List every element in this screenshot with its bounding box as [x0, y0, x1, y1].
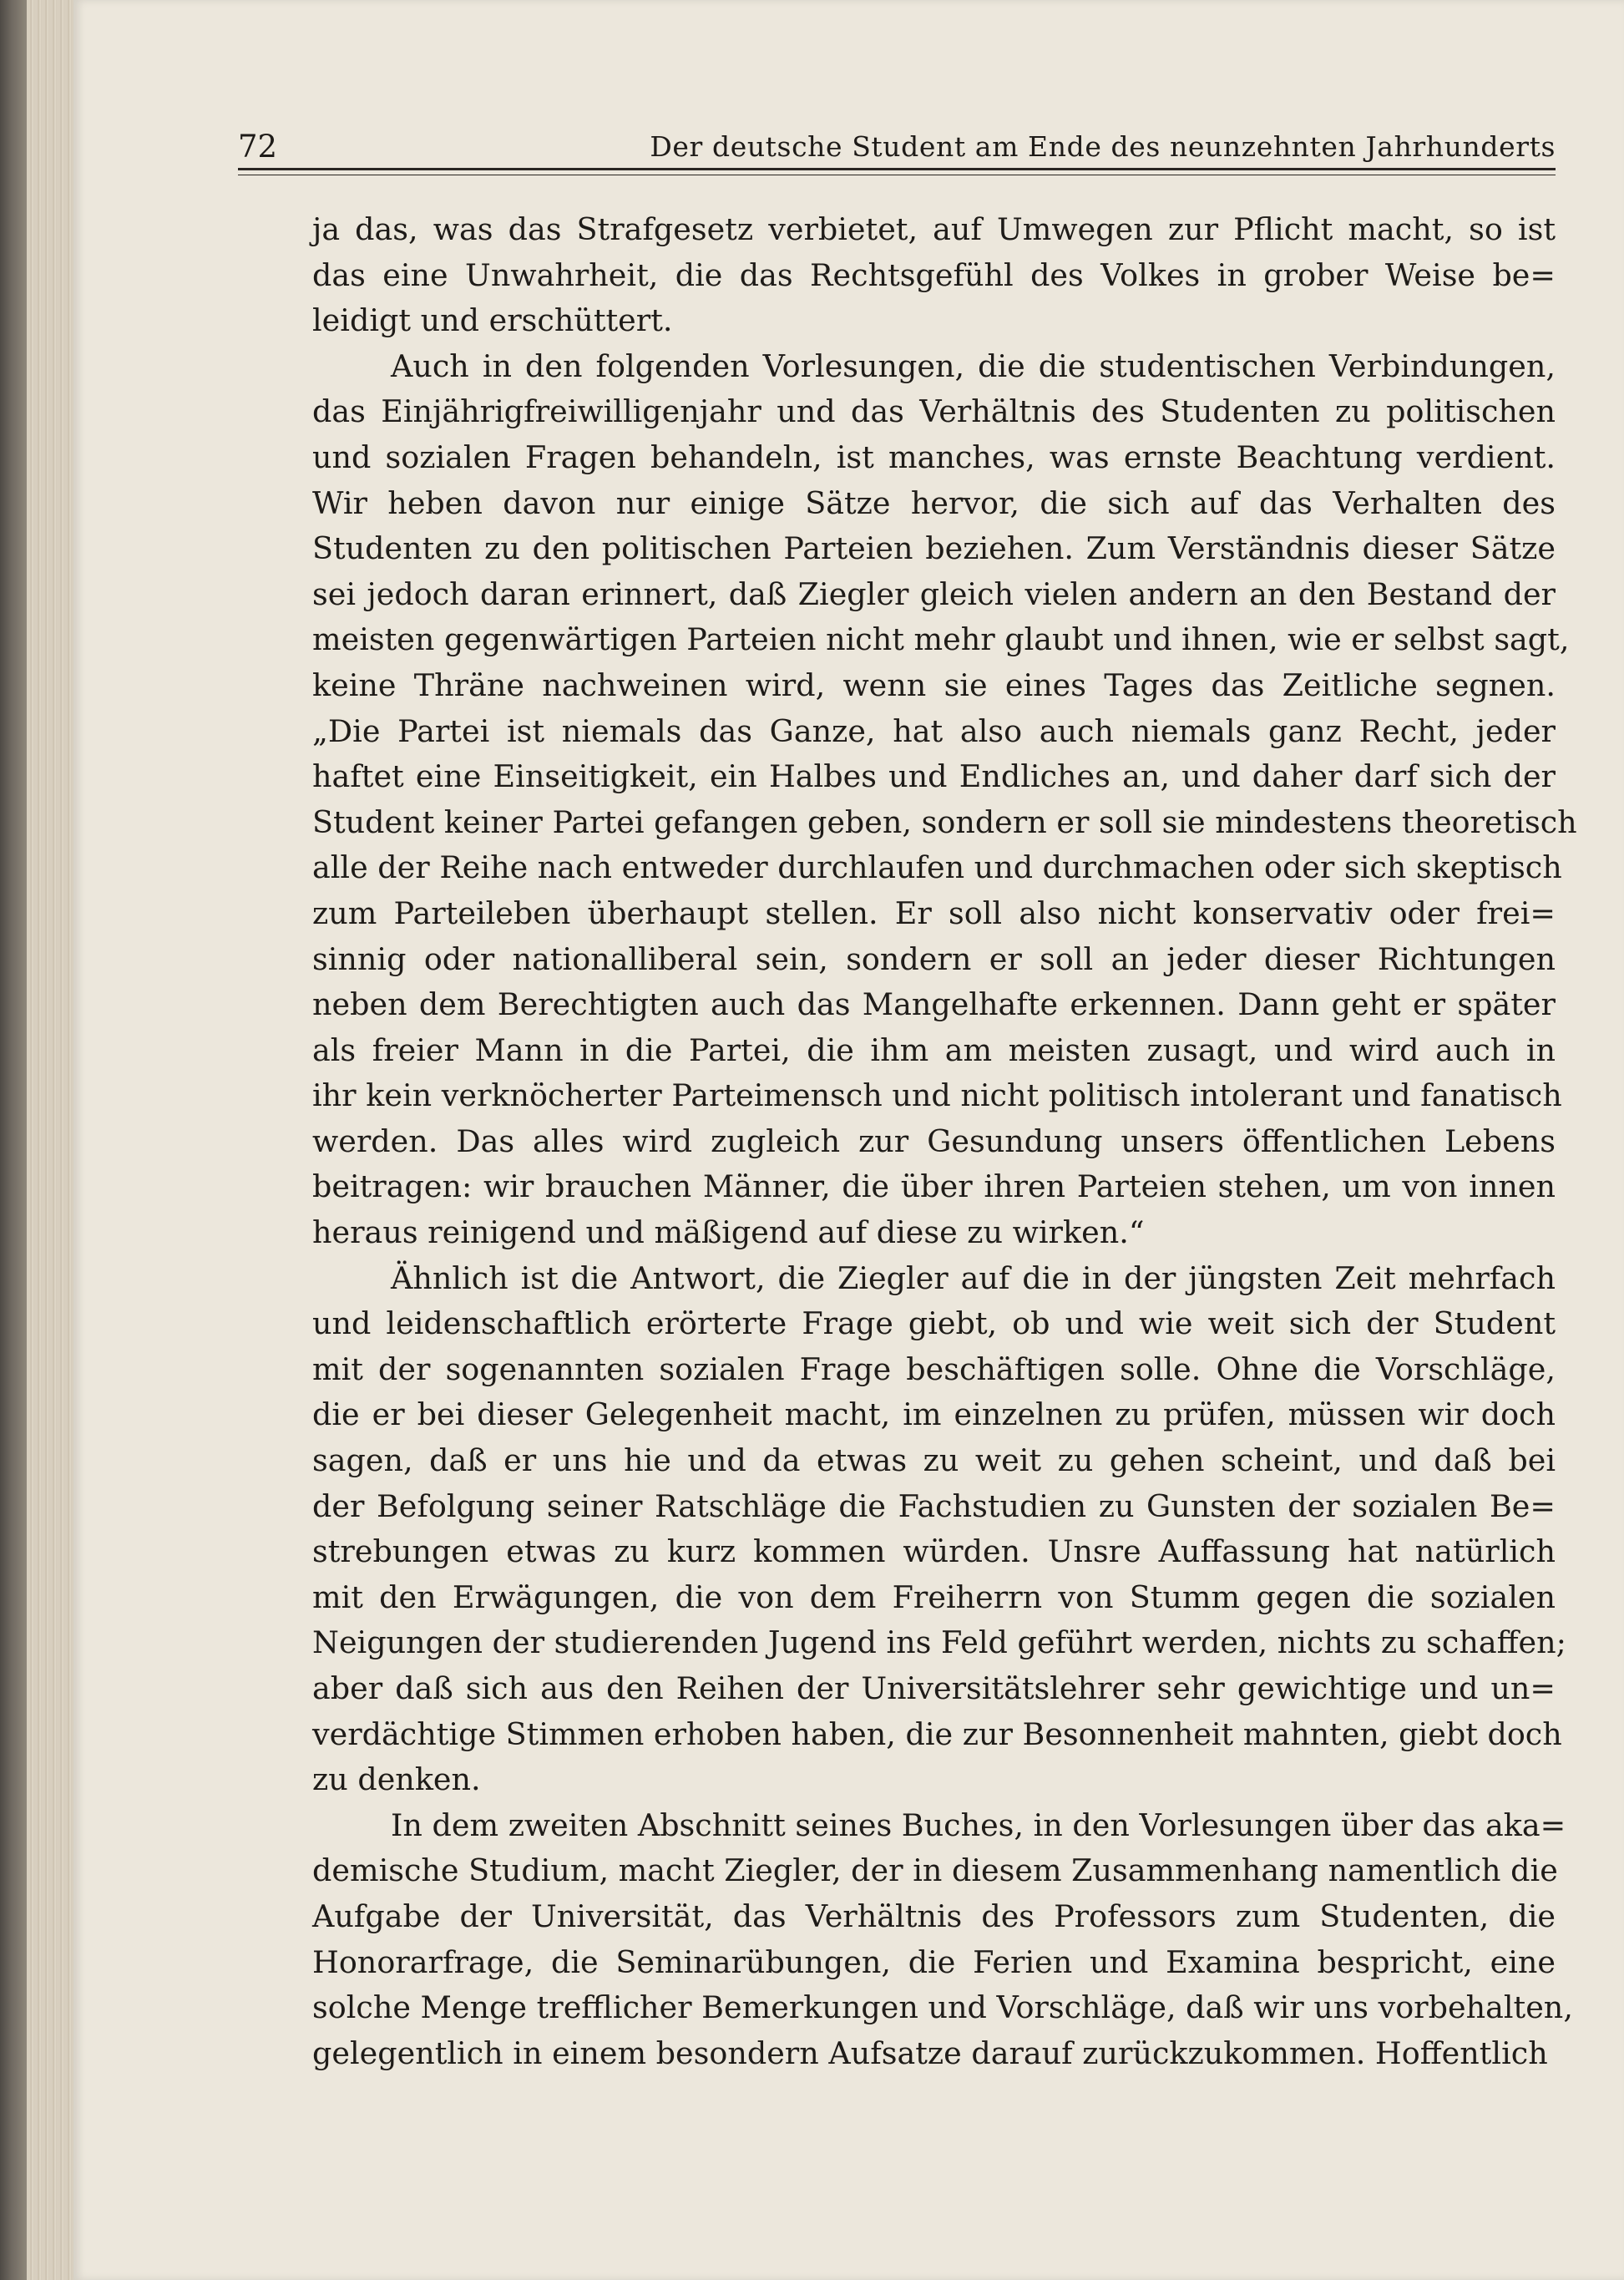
page-number: 72	[238, 129, 278, 165]
text-line: und sozialen Fragen behandeln, ist manches, was ernste Beachtung verdient.	[312, 438, 1556, 475]
text-line: heraus reinigend und mäßigend auf diese zu wirken.“	[312, 1214, 1145, 1251]
text-line: keine Thräne nachweinen wird, wenn sie eines Tages das Zeitliche segnen.	[312, 666, 1556, 703]
text-line: strebungen etwas zu kurz kommen würden. Unsre Auffassung hat natürlich	[312, 1533, 1556, 1570]
text-line: die er bei dieser Gelegenheit macht, im einzelnen zu prüfen, müssen wir doch	[312, 1396, 1556, 1433]
text-line: der Befolgung seiner Ratschläge die Fachstudien zu Gunsten der sozialen Be=	[312, 1487, 1556, 1524]
paragraph	[312, 1256, 1566, 1803]
paragraph	[312, 207, 1556, 344]
text-line: Auch in den folgenden Vorlesungen, die die studentischen Verbindungen,	[391, 347, 1556, 384]
text-line: In dem zweiten Abschnitt seines Buches, in den Vorlesungen über das aka=	[391, 1806, 1566, 1843]
text-line: mit den Erwägungen, die von dem Freiherrn von Stumm gegen die sozialen	[312, 1578, 1556, 1615]
text-line: sagen, daß er uns hie und da etwas zu weit zu gehen scheint, und daß bei	[312, 1442, 1556, 1479]
text-line: Honorarfrage, die Seminarübungen, die Ferien und Examina bespricht, eine	[312, 1943, 1556, 1980]
paragraph	[312, 1803, 1573, 2077]
text-line: haftet eine Einseitigkeit, ein Halbes und Endliches an, und daher darf sich der	[312, 758, 1556, 795]
text-line: das Einjährigfreiwilligenjahr und das Verhältnis des Studenten zu politischen	[312, 393, 1556, 430]
page-stack-edges	[27, 0, 77, 2280]
text-line: beitragen: wir brauchen Männer, die über ihren Parteien stehen, um von innen	[312, 1168, 1556, 1205]
text-line: sei jedoch daran erinnert, daß Ziegler gleich vielen andern an den Bestand der	[312, 575, 1556, 612]
text-line: als freier Mann in die Partei, die ihm am meisten zusagt, und wird auch in	[312, 1031, 1556, 1068]
text-line: ja das, was das Strafgesetz verbietet, auf Umwegen zur Pflicht macht, so ist	[312, 211, 1556, 247]
header-rule-thick	[238, 168, 1556, 170]
running-head	[238, 124, 1556, 170]
text-line: alle der Reihe nach entweder durchlaufen und durchmachen oder sich skeptisch	[312, 849, 1562, 886]
text-line: mit der sogenannten sozialen Frage beschäftigen solle. Ohne die Vorschläge,	[312, 1350, 1556, 1387]
text-line: Student keiner Partei gefangen geben, sondern er soll sie mindestens theoretisch	[312, 803, 1577, 840]
text-line: demische Studium, macht Ziegler, der in diesem Zusammenhang namentlich die	[312, 1852, 1558, 1889]
running-title: Der deutsche Student am Ende des neunzehnten Jahrhunderts	[650, 130, 1556, 163]
text-line: verdächtige Stimmen erhoben haben, die zur Besonnenheit mahnten, giebt doch	[312, 1715, 1562, 1752]
text-line: neben dem Berechtigten auch das Mangelhafte erkennen. Dann geht er später	[312, 986, 1556, 1023]
text-line: meisten gegenwärtigen Parteien nicht mehr glaubt und ihnen, wie er selbst sagt,	[312, 621, 1570, 658]
text-line: und leidenschaftlich erörterte Frage giebt, ob und wie weit sich der Student	[312, 1305, 1556, 1342]
text-line: Neigungen der studierenden Jugend ins Feld geführt werden, nichts zu schaffen;	[312, 1624, 1566, 1661]
paragraph	[312, 344, 1577, 1256]
text-line: werden. Das alles wird zugleich zur Gesundung unsers öffentlichen Lebens	[312, 1122, 1556, 1159]
text-line: Aufgabe der Universität, das Verhältnis des Professors zum Studenten, die	[312, 1897, 1556, 1934]
text-line: Ähnlich ist die Antwort, die Ziegler auf die in der jüngsten Zeit mehrfach	[391, 1259, 1556, 1296]
text-line: sinnig oder nationalliberal sein, sondern er soll an jeder dieser Richtungen	[312, 940, 1556, 977]
text-line: leidigt und erschüttert.	[312, 302, 673, 339]
text-line: solche Menge trefflicher Bemerkungen und Vorschläge, daß wir uns vorbehalten,	[312, 1989, 1573, 2026]
text-line: Studenten zu den politischen Parteien beziehen. Zum Verständnis dieser Sätze	[312, 530, 1556, 567]
text-line: zu denken.	[312, 1761, 481, 1798]
text-line: das eine Unwahrheit, die das Rechtsgefühl des Volkes in grober Weise be=	[312, 256, 1556, 293]
text-line: „Die Partei ist niemals das Ganze, hat also auch niemals ganz Recht, jeder	[312, 712, 1556, 749]
text-line: ihr kein verknöcherter Parteimensch und nicht politisch intolerant und fanatisch	[312, 1077, 1562, 1114]
text-line: zum Parteileben überhaupt stellen. Er soll also nicht konservativ oder frei=	[312, 894, 1556, 931]
text-line: aber daß sich aus den Reihen der Universitätslehrer sehr gewichtige und un=	[312, 1670, 1556, 1706]
binding-shadow	[0, 0, 27, 2280]
text-line: gelegentlich in einem besondern Aufsatze darauf zurückzukommen. Hoffentlich	[312, 2034, 1548, 2071]
body-text	[312, 207, 1577, 2076]
text-line: Wir heben davon nur einige Sätze hervor, die sich auf das Verhalten des	[312, 484, 1556, 521]
